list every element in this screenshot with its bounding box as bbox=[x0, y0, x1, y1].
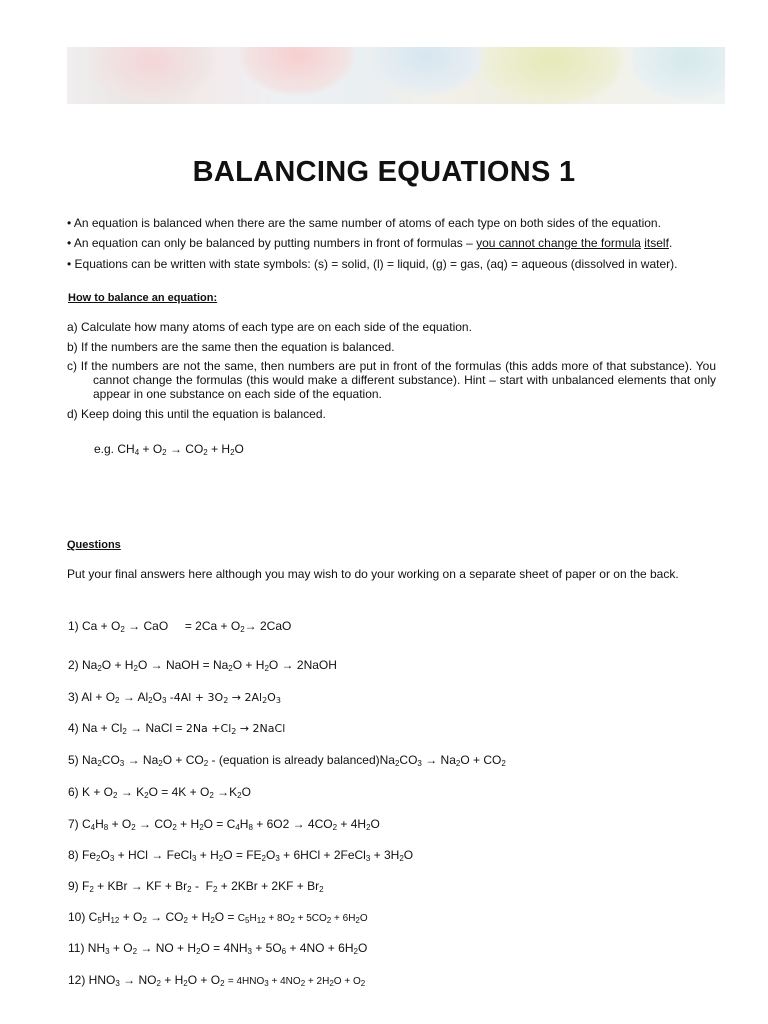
question-11: 11) $NH_3 + O_2$ → NO + $H_2O = 4NH_3 + 5O_6 + 4NO + 6H_2O$ bbox=[68, 941, 368, 956]
bullet-coefficients-rule: • An equation can only be balanced by putting numbers in front of formulas – you cannot change the formula itself. bbox=[67, 236, 673, 250]
question-12: 12) $HNO_3 \to NO_2 + H_2O + O_2 = 4HNO_3 + 4NO_2 + 2H_2O + O_2$ bbox=[68, 973, 366, 988]
question-1: 1) $Ca + O_2$ → CaO = $2Ca + O_2\to 2CaO$ bbox=[68, 619, 292, 634]
how-to-heading: How to balance an equation: bbox=[68, 292, 218, 304]
step-c: c) If the numbers are not the same, then numbers are put in front of the formulas (this adds more of that substance). You cannot change the formulas (this would make a different substance). Hint – start with unbalanced elements that only appear in one substance on each side of the equation. bbox=[67, 359, 716, 401]
question-10: 10) $C_5H_{12} + O_2 \to CO_2 + H_2O = C_5H_{12} + 8O_2 + 5CO_2 + 6H_2O$ bbox=[68, 910, 368, 925]
step-a: a) Calculate how many atoms of each type are on each side of the equation. bbox=[67, 320, 472, 334]
page-title: BALANCING EQUATIONS 1 bbox=[192, 156, 576, 188]
question-2: 2) $Na_2O + H_2O$ → NaOH = $Na_2O + H_2O$ → 2NaOH bbox=[68, 658, 337, 673]
bullet-balanced-definition: • An equation is balanced when there are the same number of atoms of each type on both sides of the equation. bbox=[67, 216, 661, 230]
question-8: 8) $Fe_2O_3$ + HCl → FeCl$_3$ + $H_2O = FE_2O_3 + 6HCl$ + 2FeCl$_3$ + $3H_2O$ bbox=[68, 848, 414, 863]
question-3: 3) $Al + O_2 \to Al_2O_3$ $-4Al + 3O_2 \to 2Al_2O_3$ bbox=[68, 690, 281, 705]
step-b: b) If the numbers are the same then the equation is balanced. bbox=[67, 340, 395, 354]
question-5: 5) $Na_2CO_3 \to Na_2O + CO_2$ - (equation is already $balanced)Na_2CO_3 \to Na_2O + CO_2$ bbox=[68, 753, 506, 768]
bullet-state-symbols: • Equations can be written with state symbols: (s) = solid, (l) = liquid, (g) = gas, (aq) = aqueous (dissolved in water). bbox=[67, 257, 678, 271]
question-4: 4) $Na + Cl_2$ → NaCl = $2Na +Cl_2$ → 2NaCl bbox=[68, 721, 286, 736]
question-7: 7) $C_4H_8 + O_2 \to CO_2 + H_2O = C_4H_8 + 6O2 \to 4CO_2 + 4H_2O$ bbox=[68, 817, 380, 832]
questions-heading: Questions bbox=[67, 539, 121, 551]
question-9: 9) $F_2$ + KBr → KF + $Br_2 - F_2 + 2KBr + 2KF + Br_2$ bbox=[68, 879, 324, 894]
instructions-text: Put your final answers here although you may wish to do your working on a separate sheet of paper or on the back. bbox=[67, 567, 679, 581]
example-equation: e.g. $CH_4 + O_2 \to CO_2 + H_2O$ bbox=[94, 442, 244, 457]
step-d: d) Keep doing this until the equation is balanced. bbox=[67, 407, 326, 421]
header-banner-image bbox=[67, 47, 725, 104]
question-6: 6) $K + O_2 \to K_2O = 4K + O_2 \to K_2O$ bbox=[68, 785, 251, 800]
